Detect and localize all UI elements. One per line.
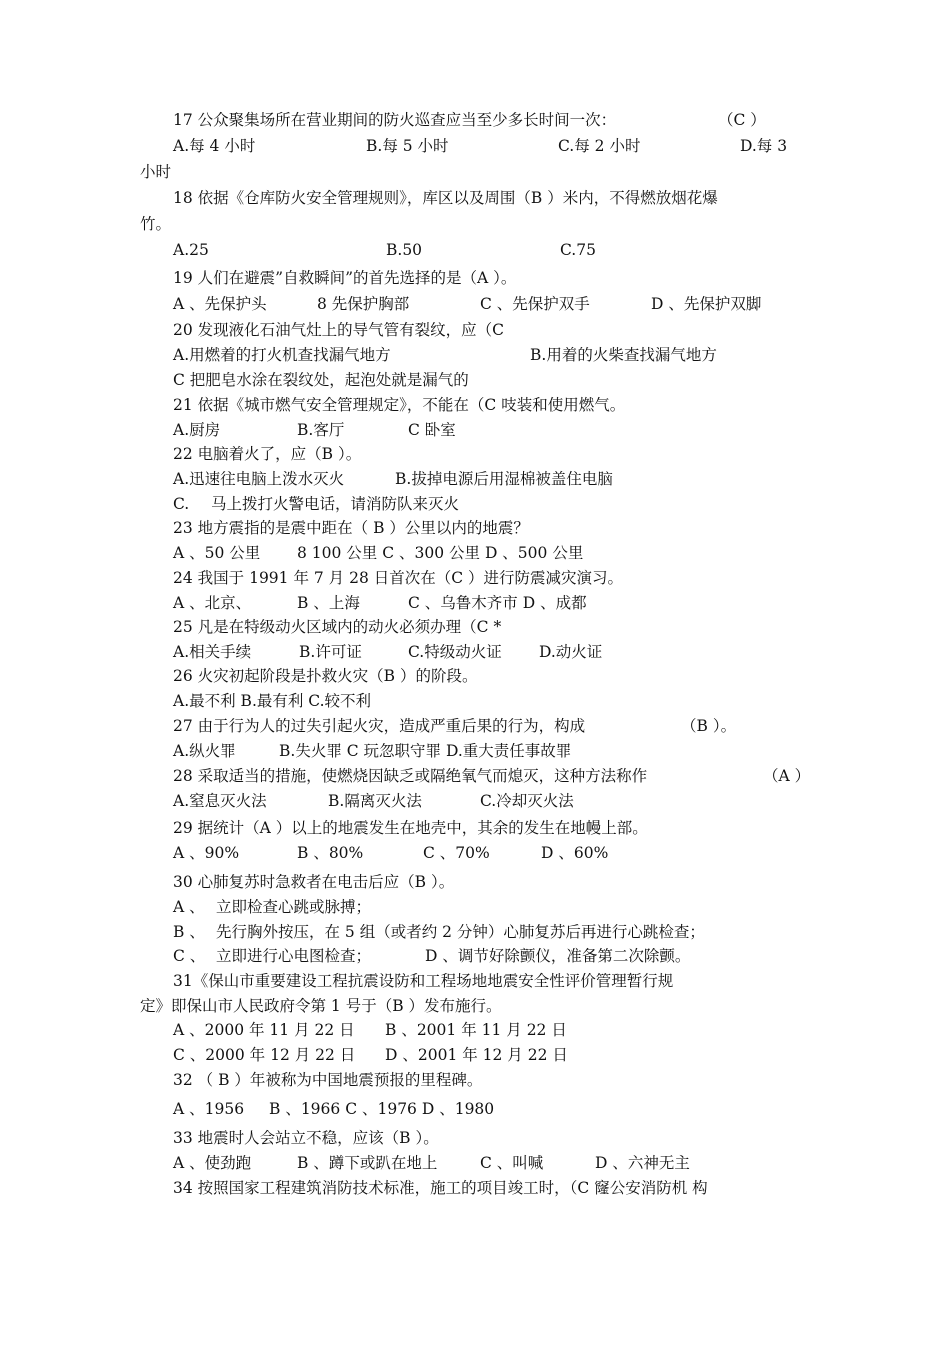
option-d: D 、调节好除颤仪，准备第二次除颤。	[425, 947, 691, 965]
option-b: B.客厅	[297, 421, 345, 439]
option-b: B.隔离灭火法	[328, 792, 422, 810]
option-c: C.每 2 小时	[558, 137, 641, 155]
option-bcd: 8 100 公里 C 、300 公里 D 、500 公里	[297, 544, 584, 562]
option-a: A.25	[173, 241, 209, 259]
option-d: D.每 3	[740, 137, 788, 155]
question-text: 33 地震时人会站立不稳，应该（B ）。	[173, 1129, 439, 1147]
option-c: C 卧室	[408, 421, 456, 439]
option-bcd: B.失火罪 C 玩忽职守罪 D.重大责任事故罪	[279, 742, 572, 760]
option-a: A 、先保护头	[173, 295, 267, 313]
question-text: 20 发现液化石油气灶上的导气管有裂纹，应（C	[173, 321, 505, 339]
option-d-cont: 小时	[140, 163, 172, 181]
question-text: 24 我国于 1991 年 7 月 28 日首次在（C ）进行防震减灾演习。	[173, 569, 624, 587]
question-text: 18 依据《仓库防火安全管理规则》，库区以及周围（B ）米内，不得燃放烟花爆	[173, 189, 718, 207]
option-a: A.每 4 小时	[173, 137, 256, 155]
question-text: 26 火灾初起阶段是扑救火灾（B ）的阶段。	[173, 667, 478, 685]
answer-mark: （B ）。	[681, 717, 737, 735]
option-b: B.用着的火柴查找漏气地方	[530, 346, 717, 364]
option-a: A.相关手续	[173, 643, 252, 661]
question-text: 21 依据《城市燃气安全管理规定》，不能在（C 吱装和使用燃气。	[173, 396, 626, 414]
option-abc: A.最不利 B.最有利 C.较不利	[173, 692, 372, 710]
option-a: A 、2000 年 11 月 22 日	[173, 1021, 355, 1039]
question-text-cont: 定》即保山市人民政府令第 1 号于（B ）发布施行。	[140, 997, 502, 1015]
question-text: 32 （ B ）年被称为中国地震预报的里程碑。	[173, 1071, 483, 1089]
option-b: B 、80%	[297, 844, 364, 862]
answer-mark: （C ）	[718, 111, 766, 129]
option-a: A.纵火罪	[173, 742, 236, 760]
option-d: D 、2001 年 12 月 22 日	[385, 1046, 568, 1064]
option-c: 马上拨打火警电话，请消防队来灭火	[211, 495, 460, 513]
option-d: D 、六神无主	[595, 1154, 690, 1172]
question-text: 17 公众聚集场所在营业期间的防火巡查应当至少多长时间一次：	[173, 111, 617, 129]
option-a: A.厨房	[173, 421, 221, 439]
option-d: D 、先保护双脚	[651, 295, 762, 313]
option-a: A 、使劲跑	[173, 1154, 252, 1172]
option-c-label: C 、	[173, 947, 206, 965]
option-c: C 把肥皂水涂在裂纹处，起泡处就是漏气的	[173, 371, 469, 389]
option-c: C 、70%	[423, 844, 490, 862]
option-a: A.迅速往电脑上泼水灭火	[173, 470, 345, 488]
option-b: 先行胸外按压，在 5 组（或者约 2 分钟）心肺复苏后再进行心跳检查；	[216, 923, 705, 941]
question-text: 27 由于行为人的过失引起火灾，造成严重后果的行为，构成	[173, 717, 586, 735]
question-text: 31《保山市重要建设工程抗震设防和工程场地地震安全性评价管理暂行规	[173, 972, 674, 990]
option-c: C.特级动火证	[408, 643, 502, 661]
option-c-label: C.	[173, 495, 190, 513]
option-a: A 、北京、	[173, 594, 252, 612]
option-b-label: B 、	[173, 923, 205, 941]
question-text-cont: 竹。	[140, 215, 172, 233]
option-c: C 、先保护双手	[480, 295, 590, 313]
question-text: 30 心肺复苏时急救者在电击后应（B ）。	[173, 873, 455, 891]
option-b: B.拔掉电源后用湿棉被盖住电脑	[395, 470, 613, 488]
option-b: B 、蹲下或趴在地上	[297, 1154, 438, 1172]
option-c: 立即进行心电图检查；	[216, 947, 372, 965]
option-a-label: A 、	[173, 898, 205, 916]
option-a: A.窒息灭火法	[173, 792, 267, 810]
option-b: B.许可证	[299, 643, 362, 661]
option-d: D.动火证	[539, 643, 603, 661]
option-bcd: B 、1966 C 、1976 D 、1980	[269, 1100, 495, 1118]
option-cd: C 、乌鲁木齐市 D 、成都	[408, 594, 587, 612]
option-c: C 、叫喊	[480, 1154, 544, 1172]
option-a: A.用燃着的打火机查找漏气地方	[173, 346, 391, 364]
question-text: 28 采取适当的措施，使燃烧因缺乏或隔绝氧气而熄灭，这种方法称作	[173, 767, 648, 785]
option-b: B.50	[386, 241, 423, 259]
answer-mark: （A ）	[763, 767, 811, 785]
option-c: C 、2000 年 12 月 22 日	[173, 1046, 356, 1064]
question-text: 34 按照国家工程建筑消防技术标准，施工的项目竣工时，（C 窿公安消防机 构	[173, 1179, 708, 1197]
option-b: B 、2001 年 11 月 22 日	[385, 1021, 567, 1039]
option-b: B 、上海	[297, 594, 360, 612]
question-text: 29 据统计（A ）以上的地震发生在地壳中，其余的发生在地幔上部。	[173, 819, 648, 837]
option-c: C.75	[560, 241, 596, 259]
option-d: D 、60%	[541, 844, 609, 862]
question-text: 23 地方震指的是震中距在（ B ）公里以内的地震？	[173, 519, 529, 537]
question-text: 25 凡是在特级动火区域内的动火必须办理（C *	[173, 618, 502, 636]
question-text: 19 人们在避震”自救瞬间”的首先选择的是（A ）。	[173, 269, 517, 287]
option-a: A 、1956	[173, 1100, 245, 1118]
question-text: 22 电脑着火了，应（B ）。	[173, 445, 362, 463]
option-a: A 、50 公里	[173, 544, 261, 562]
option-a: 立即检查心跳或脉搏；	[216, 898, 372, 916]
option-c: C.冷却灭火法	[480, 792, 574, 810]
option-a: A 、90%	[173, 844, 240, 862]
option-b: 8 先保护胸部	[317, 295, 410, 313]
option-b: B.每 5 小时	[366, 137, 449, 155]
